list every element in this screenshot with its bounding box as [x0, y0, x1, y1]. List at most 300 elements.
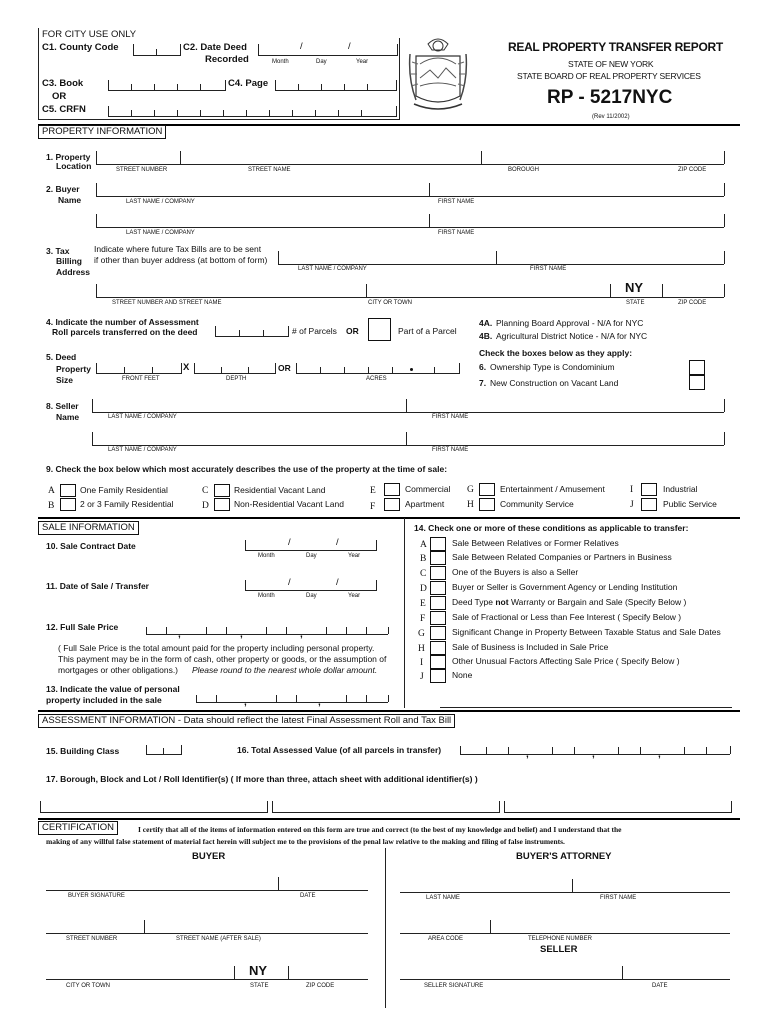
sale-price-note-4: Please round to the nearest whole dollar amount. — [192, 665, 378, 675]
f7-number: 7. — [479, 378, 487, 388]
field-divider — [724, 432, 725, 445]
acres-decimal-point — [410, 368, 413, 371]
use-g-letter: G — [467, 485, 474, 495]
borough-caption: BOROUGH — [508, 167, 540, 173]
use-g-checkbox[interactable] — [479, 483, 495, 496]
condition-j-text: None — [452, 670, 473, 680]
use-b-label: 2 or 3 Family Residential — [80, 499, 174, 509]
condition-f-letter: F — [420, 614, 426, 624]
price-tick — [286, 627, 287, 634]
use-f-letter: F — [370, 502, 376, 512]
acres-tick — [368, 367, 369, 374]
total-assessed-value-field[interactable] — [460, 754, 730, 755]
condition-a-letter: A — [420, 540, 427, 550]
use-c-checkbox[interactable] — [214, 484, 230, 497]
property-location-line[interactable] — [96, 164, 724, 165]
buyer-street-number-caption: STREET NUMBER — [66, 936, 118, 942]
depth-field[interactable] — [194, 363, 276, 374]
sale-year-caption: Year — [348, 593, 361, 599]
sale-price-note-3: mortgages or other obligations.) — [58, 665, 179, 675]
page-label: C4. Page — [228, 78, 269, 89]
date-deed-label: C2. Date Deed — [183, 42, 247, 53]
tax-billing-note-2: if other than buyer address (at bottom of form) — [94, 255, 268, 265]
field-divider — [724, 183, 725, 196]
part-of-parcel-checkbox[interactable] — [368, 318, 391, 341]
price-tick — [166, 627, 167, 634]
date-deed-field[interactable] — [258, 41, 398, 56]
assessed-tick — [730, 746, 731, 754]
crfn-tick — [361, 110, 362, 117]
condition-g-checkbox[interactable] — [430, 626, 446, 640]
condition-d-text: Buyer or Seller is Government Agency or Lending Institution — [452, 582, 678, 592]
deed-size-label-2: Property — [56, 364, 91, 374]
attorney-first-name-caption: FIRST NAME — [600, 895, 637, 901]
buyer-state-caption: STATE — [250, 983, 269, 989]
personal-tick — [276, 695, 277, 702]
personal-tick — [216, 695, 217, 702]
bbl-identifier-3-field[interactable] — [504, 801, 732, 813]
assessed-tick — [552, 747, 553, 754]
tax-billing-label-3: Address — [56, 267, 91, 277]
condition-b-text: Sale Between Related Companies or Partners in Business — [452, 552, 672, 562]
street-number-and-name-caption: STREET NUMBER AND STREET NAME — [112, 300, 222, 306]
property-location-label: 1. Property — [46, 152, 91, 162]
buyer-zip-caption: ZIP CODE — [306, 983, 335, 989]
acres-tick — [434, 367, 435, 374]
agricultural-notice-label: Agricultural District Notice - N/A for NYC — [496, 331, 648, 341]
field-divider — [610, 284, 611, 297]
sale-information-header: SALE INFORMATION — [38, 521, 139, 535]
num-parcels-label: # of Parcels — [292, 326, 337, 336]
book-tick — [131, 84, 132, 91]
price-tick — [146, 627, 147, 634]
condition-i-checkbox[interactable] — [430, 655, 446, 669]
condition-f-checkbox[interactable] — [430, 611, 446, 625]
crfn-tick — [269, 110, 270, 117]
property-information-header: PROPERTY INFORMATION — [38, 125, 166, 139]
condition-c-checkbox[interactable] — [430, 566, 446, 580]
size-or-label: OR — [278, 363, 291, 373]
date-slash: / — [300, 41, 303, 52]
personal-property-label: 13. Indicate the value of personal — [46, 684, 180, 694]
tax-billing-note-1: Indicate where future Tax Bills are to be sent — [94, 244, 262, 254]
condition-h-checkbox[interactable] — [430, 641, 446, 655]
crfn-tick — [154, 110, 155, 117]
borough-block-lot-label: 17. Borough, Block and Lot / Roll Identifier(s) ( If more than three, attach sheet with additional identifier(s) ) — [46, 774, 478, 784]
assessed-tick — [574, 747, 575, 754]
revision-date: (Rev 11/2002) — [592, 114, 630, 120]
field-divider — [92, 399, 93, 412]
front-feet-tick — [152, 367, 153, 374]
thousands-comma: , — [244, 697, 247, 708]
buyer-last-name-caption-2: LAST NAME / COMPANY — [126, 230, 195, 236]
use-i-label: Industrial — [663, 484, 698, 494]
condition-e-checkbox[interactable] — [430, 596, 446, 610]
condition-i-text: Other Unusual Factors Affecting Sale Price ( Specify Below ) — [452, 656, 680, 666]
form-title: REAL PROPERTY TRANSFER REPORT — [508, 40, 723, 54]
date-slash: / — [288, 537, 291, 548]
acres-tick — [392, 367, 393, 374]
field-divider — [92, 432, 93, 445]
condition-e-letter: E — [420, 599, 426, 609]
acres-tick — [344, 367, 345, 374]
use-d-label: Non-Residential Vacant Land — [234, 499, 344, 509]
book-label: C3. Book — [42, 78, 84, 89]
field-divider — [622, 966, 623, 979]
field-divider — [96, 284, 97, 297]
new-construction-checkbox[interactable] — [689, 375, 705, 390]
condition-e-text-c: Warranty or Bargain and Sale (Specify Below ) — [510, 597, 687, 607]
month-label: Month — [272, 59, 289, 65]
deed-size-label: 5. Deed — [46, 352, 77, 362]
use-a-label: One Family Residential — [80, 485, 168, 495]
use-b-checkbox[interactable] — [60, 498, 76, 511]
date-deed-recorded-label: Recorded — [205, 54, 249, 65]
date-of-sale-label: 11. Date of Sale / Transfer — [46, 581, 149, 591]
condition-e-text-a: Deed Type — [452, 597, 493, 607]
field-divider — [496, 251, 497, 264]
field-divider — [96, 183, 97, 196]
personal-property-label-2: property included in the sale — [46, 695, 162, 705]
parcels-or-label: OR — [346, 326, 359, 336]
use-e-label: Commercial — [405, 484, 451, 494]
field-divider — [572, 879, 573, 892]
use-e-letter: E — [370, 486, 376, 496]
condominium-label: Ownership Type is Condominium — [490, 362, 615, 372]
use-f-label: Apartment — [405, 499, 445, 509]
certification-text-1: I certify that all of the items of information entered on this form are true and correct (to the best of my knowledge and belief) and I understand that the — [138, 825, 622, 834]
date-slash: / — [348, 41, 351, 52]
crfn-tick — [338, 110, 339, 117]
buyer-street-name-caption: STREET NAME (AFTER SALE) — [176, 936, 261, 942]
thousands-comma: , — [526, 749, 529, 760]
condition-a-checkbox[interactable] — [430, 537, 446, 551]
tax-billing-label-2: Billing — [56, 256, 82, 266]
field-divider — [96, 214, 97, 227]
tax-first-name-caption: FIRST NAME — [530, 266, 567, 272]
total-assessed-value-label: 16. Total Assessed Value (of all parcels in transfer) — [237, 745, 442, 755]
sale-day-caption: Day — [306, 593, 317, 599]
book-tick — [154, 84, 155, 91]
condition-h-text: Sale of Business is Included in Sale Price — [452, 642, 609, 652]
contract-month-caption: Month — [258, 553, 275, 559]
new-york-state-seal-icon — [408, 34, 468, 116]
use-i-letter: I — [630, 485, 634, 495]
parcels-tick — [263, 330, 264, 337]
buyer-name-line-2[interactable] — [96, 227, 724, 228]
personal-tick — [196, 695, 197, 702]
thousands-comma: , — [592, 749, 595, 760]
street-name-caption: STREET NAME — [248, 167, 291, 173]
date-slash: / — [288, 577, 291, 588]
buyers-attorney-heading: BUYER'S ATTORNEY — [516, 851, 612, 862]
field-divider — [144, 920, 145, 933]
field-divider — [724, 214, 725, 227]
field-divider — [406, 432, 407, 445]
day-label: Day — [316, 59, 327, 65]
buyer-city-line[interactable] — [46, 979, 368, 980]
assessed-tick — [460, 746, 461, 754]
f4a-number: 4A. — [479, 318, 493, 328]
thousands-comma: , — [318, 697, 321, 708]
property-location-label-2: Location — [56, 161, 92, 171]
field-divider — [662, 284, 663, 297]
condition-d-checkbox[interactable] — [430, 581, 446, 595]
book-field[interactable] — [108, 80, 226, 91]
county-code-divider — [156, 49, 157, 56]
depth-tick — [221, 367, 222, 374]
buyer-first-name-caption: FIRST NAME — [438, 199, 475, 205]
city-or-town-caption: CITY OR TOWN — [368, 300, 413, 306]
depth-caption: DEPTH — [226, 376, 247, 382]
new-construction-label: New Construction on Vacant Land — [490, 378, 619, 388]
property-use-label: 9. Check the box below which most accurately describes the use of the property at the time of sale: — [46, 464, 448, 474]
date-slash: / — [336, 577, 339, 588]
use-d-letter: D — [202, 501, 209, 511]
condition-c-text: One of the Buyers is also a Seller — [452, 567, 579, 577]
condominium-checkbox[interactable] — [689, 360, 705, 375]
use-j-letter: J — [630, 500, 634, 510]
acres-tick — [320, 367, 321, 374]
certification-column-divider — [385, 848, 386, 1008]
field-divider — [234, 966, 235, 979]
use-a-checkbox[interactable] — [60, 484, 76, 497]
thousands-comma: , — [300, 629, 303, 640]
f4b-number: 4B. — [479, 331, 493, 341]
buyer-first-name-caption-2: FIRST NAME — [438, 230, 475, 236]
zip-code-caption: ZIP CODE — [678, 167, 707, 173]
price-tick — [366, 627, 367, 634]
crfn-tick — [246, 110, 247, 117]
seller-last-name-caption-2: LAST NAME / COMPANY — [108, 447, 177, 453]
assessed-tick — [486, 747, 487, 754]
contract-year-caption: Year — [348, 553, 361, 559]
field-divider — [180, 151, 181, 164]
crfn-tick — [223, 110, 224, 117]
tax-state-value: NY — [625, 280, 644, 295]
assessment-parcels-label: 4. Indicate the number of Assessment — [46, 317, 199, 327]
personal-tick — [346, 695, 347, 702]
acres-caption: ACRES — [366, 376, 387, 382]
assessed-tick — [508, 747, 509, 754]
condition-b-checkbox[interactable] — [430, 551, 446, 565]
use-h-label: Community Service — [500, 499, 574, 509]
certification-text-2: making of any willful false statement of material fact herein will subject me to the provisions of the penal law relative to the making and filing of false instruments. — [46, 837, 565, 846]
field-divider — [278, 251, 279, 264]
f6-number: 6. — [479, 362, 487, 372]
bbl-identifier-2-field[interactable] — [272, 801, 500, 813]
buyer-signature-caption: BUYER SIGNATURE — [68, 893, 125, 899]
buyer-last-name-caption: LAST NAME / COMPANY — [126, 199, 195, 205]
crfn-field[interactable] — [108, 106, 397, 117]
conditions-label: 14. Check one or more of these conditions as applicable to transfer: — [414, 523, 689, 533]
condition-g-text: Significant Change in Property Between Taxable Status and Sale Dates — [452, 627, 721, 637]
price-tick — [346, 627, 347, 634]
field-divider — [366, 284, 367, 297]
field-divider — [429, 214, 430, 227]
seller-heading: SELLER — [540, 944, 578, 955]
crfn-tick — [292, 110, 293, 117]
check-boxes-label: Check the boxes below as they apply: — [479, 348, 633, 358]
price-tick — [388, 627, 389, 634]
sale-month-caption: Month — [258, 593, 275, 599]
page-tick — [321, 84, 322, 91]
seller-name-line-2[interactable] — [92, 445, 724, 446]
full-sale-price-field[interactable] — [146, 634, 388, 635]
tax-last-name-caption: LAST NAME / COMPANY — [298, 266, 367, 272]
state-board: STATE BOARD OF REAL PROPERTY SERVICES — [517, 71, 701, 81]
attorney-name-line[interactable] — [400, 892, 730, 893]
price-tick — [226, 627, 227, 634]
zip-caption: ZIP CODE — [678, 300, 707, 306]
page-tick — [344, 84, 345, 91]
field-divider — [724, 399, 725, 412]
personal-tick — [388, 695, 389, 702]
page-tick — [367, 84, 368, 91]
building-class-label: 15. Building Class — [46, 746, 120, 756]
header-right-border — [399, 38, 400, 120]
buyer-date-caption: DATE — [300, 893, 316, 899]
buyer-name-line-1[interactable] — [96, 196, 724, 197]
price-tick — [326, 627, 327, 634]
seller-signature-caption: SELLER SIGNATURE — [424, 983, 484, 989]
book-tick — [177, 84, 178, 91]
use-h-checkbox[interactable] — [479, 498, 495, 511]
condition-h-letter: H — [418, 644, 425, 654]
use-j-label: Public Service — [663, 499, 717, 509]
condition-e-not: not — [495, 597, 509, 607]
building-class-field[interactable] — [146, 745, 182, 755]
page-field[interactable] — [275, 80, 397, 91]
attorney-last-name-caption: LAST NAME — [426, 895, 460, 901]
condition-e-text — [452, 598, 686, 607]
class-tick — [163, 748, 164, 755]
dimension-x: X — [183, 362, 190, 373]
crfn-label: C5. CRFN — [42, 104, 86, 115]
crfn-tick — [131, 110, 132, 117]
deed-size-label-3: Size — [56, 375, 74, 385]
assessment-section-rule — [38, 710, 740, 712]
sale-contract-date-field[interactable] — [245, 537, 377, 551]
use-h-letter: H — [467, 500, 474, 510]
full-sale-price-label: 12. Full Sale Price — [46, 622, 119, 632]
sale-price-note-2: This payment may be in the form of cash, other property or goods, or the assumption of — [58, 654, 387, 664]
thousands-comma: , — [240, 629, 243, 640]
buyer-heading: BUYER — [192, 851, 226, 862]
buyer-signature-line[interactable] — [46, 890, 368, 891]
city-use-label: FOR CITY USE ONLY — [42, 29, 137, 40]
bbl-identifier-1-field[interactable] — [40, 801, 268, 813]
front-feet-caption: FRONT FEET — [122, 376, 160, 382]
parcels-count-field[interactable] — [215, 326, 289, 337]
use-d-checkbox[interactable] — [214, 498, 230, 511]
condition-j-checkbox[interactable] — [430, 669, 446, 683]
attorney-telephone-caption: TELEPHONE NUMBER — [528, 936, 593, 942]
book-tick — [200, 84, 201, 91]
state-caption: STATE — [626, 300, 645, 306]
seller-signature-line[interactable] — [400, 979, 730, 980]
thousands-comma: , — [178, 629, 181, 640]
buyer-address-line[interactable] — [46, 933, 368, 934]
use-a-letter: A — [48, 486, 55, 496]
seller-first-name-caption: FIRST NAME — [432, 414, 469, 420]
use-e-checkbox[interactable] — [384, 483, 400, 496]
field-divider — [724, 284, 725, 297]
price-tick — [266, 627, 267, 634]
conditions-bottom-rule — [440, 707, 732, 708]
county-code-field[interactable] — [133, 44, 181, 56]
parcels-tick — [239, 330, 240, 337]
condition-g-letter: G — [418, 629, 425, 639]
use-f-checkbox[interactable] — [384, 498, 400, 511]
seller-last-name-caption: LAST NAME / COMPANY — [108, 414, 177, 420]
use-j-checkbox[interactable] — [641, 498, 657, 511]
crfn-tick — [200, 110, 201, 117]
depth-tick — [248, 367, 249, 374]
use-i-checkbox[interactable] — [641, 483, 657, 496]
field-divider — [278, 877, 279, 890]
use-g-label: Entertainment / Amusement — [500, 484, 605, 494]
field-divider — [724, 251, 725, 264]
buyer-name-label: 2. Buyer — [46, 184, 80, 194]
tax-billing-name-line[interactable] — [278, 264, 724, 265]
condition-i-letter: I — [420, 658, 424, 668]
header-bottom-border — [38, 119, 400, 120]
use-c-label: Residential Vacant Land — [234, 485, 326, 495]
sale-contract-date-label: 10. Sale Contract Date — [46, 541, 136, 551]
price-tick — [206, 627, 207, 634]
attorney-area-code-caption: AREA CODE — [428, 936, 464, 942]
assessed-tick — [640, 747, 641, 754]
attorney-phone-line[interactable] — [400, 933, 730, 934]
condition-b-letter: B — [420, 554, 427, 564]
county-code-label: C1. County Code — [42, 42, 119, 53]
seller-name-line-1[interactable] — [92, 412, 724, 413]
planning-board-label: Planning Board Approval - N/A for NYC — [496, 318, 644, 328]
crfn-tick — [177, 110, 178, 117]
use-c-letter: C — [202, 486, 209, 496]
assessment-information-header: ASSESSMENT INFORMATION - Data should reflect the latest Final Assessment Roll and Tax Bill — [38, 714, 455, 728]
tax-billing-address-line[interactable] — [96, 297, 724, 298]
sale-column-divider — [404, 518, 405, 708]
use-b-letter: B — [48, 501, 55, 511]
field-divider — [406, 399, 407, 412]
assessed-tick — [706, 747, 707, 754]
date-of-sale-field[interactable] — [245, 577, 377, 591]
buyer-name-label-2: Name — [58, 195, 82, 205]
front-feet-field[interactable] — [96, 363, 182, 374]
sale-price-note-1: ( Full Sale Price is the total amount paid for the property including personal property. — [58, 643, 375, 653]
sale-section-rule — [38, 517, 740, 519]
condition-a-text: Sale Between Relatives or Former Relatives — [452, 538, 619, 548]
field-divider — [96, 151, 97, 164]
seller-name-label: 8. Seller — [46, 401, 79, 411]
year-label: Year — [356, 59, 369, 65]
seller-date-caption: DATE — [652, 983, 668, 989]
seller-name-label-2: Name — [56, 412, 80, 422]
assessment-parcels-label-2: Roll parcels transferred on the deed — [52, 327, 198, 337]
condition-f-text: Sale of Fractional or Less than Fee Interest ( Specify Below ) — [452, 612, 682, 622]
header-left-border — [38, 28, 39, 120]
field-divider — [288, 966, 289, 979]
page-tick — [298, 84, 299, 91]
front-feet-tick — [124, 367, 125, 374]
state-of-new-york: STATE OF NEW YORK — [568, 59, 654, 69]
part-of-parcel-label: Part of a Parcel — [398, 326, 457, 336]
field-divider — [481, 151, 482, 164]
contract-day-caption: Day — [306, 553, 317, 559]
personal-property-field[interactable] — [196, 702, 388, 703]
